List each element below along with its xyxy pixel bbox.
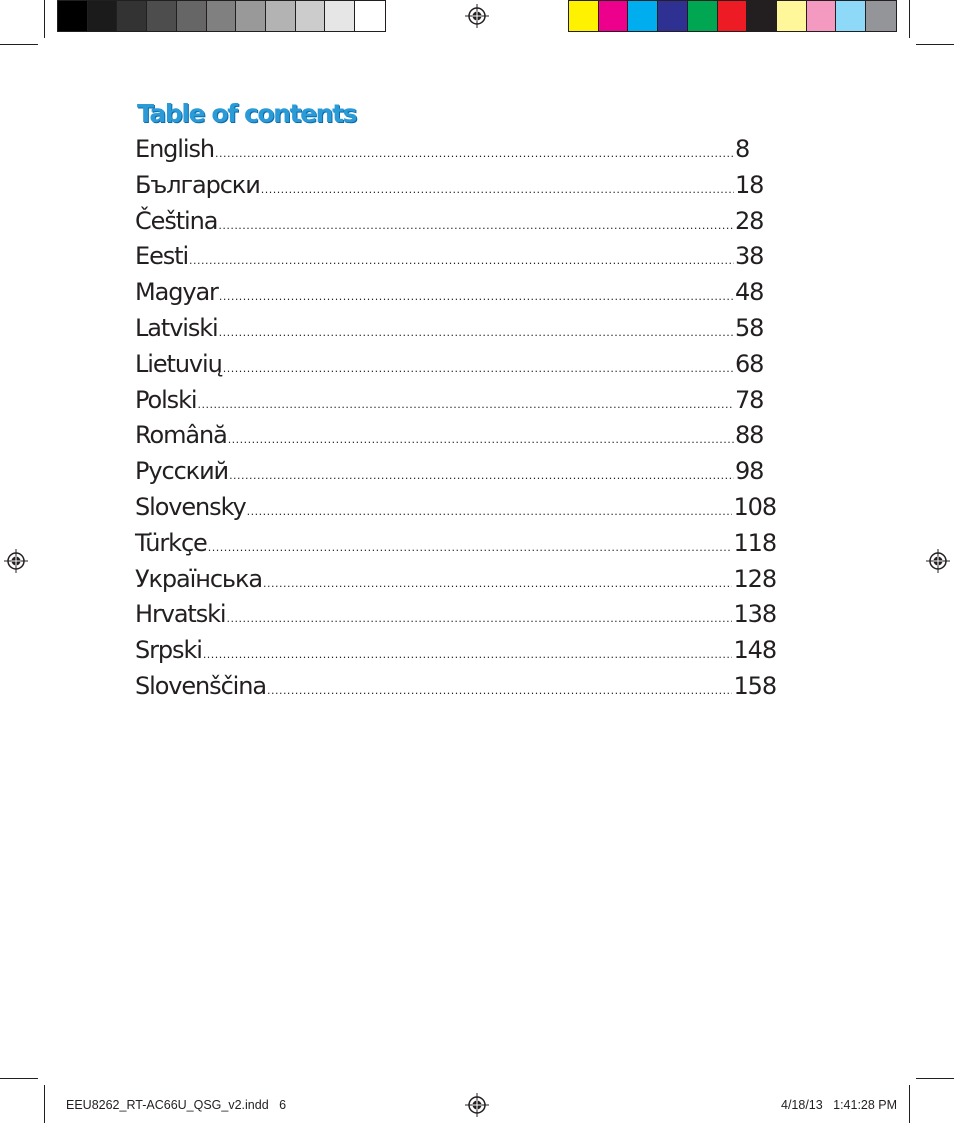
toc-entry-language: Українська — [135, 564, 262, 593]
toc-entry-language: Magyar — [135, 278, 218, 307]
toc-entry-language: Български — [135, 170, 260, 199]
toc-entry-language: English — [135, 135, 214, 163]
crop-mark-top-left-vertical — [44, 0, 45, 38]
color-swatch — [599, 1, 629, 31]
toc-entry-language: Slovenščina — [135, 671, 266, 700]
toc-entry[interactable] — [135, 171, 776, 207]
toc-entry-leader — [223, 362, 734, 375]
toc-entry[interactable] — [135, 242, 776, 278]
toc-entry[interactable] — [135, 672, 776, 708]
color-swatch — [147, 1, 177, 31]
slug-timestamp: 4/18/13 1:41:28 PM — [781, 1098, 898, 1112]
color-swatch — [117, 1, 147, 31]
toc-entry-language: Română — [135, 421, 227, 450]
toc-entry-leader — [263, 577, 733, 590]
toc-entry[interactable] — [135, 135, 776, 171]
toc-entry-leader — [203, 648, 733, 661]
toc-entry-leader — [247, 505, 733, 518]
color-swatch — [177, 1, 207, 31]
color-swatch — [325, 1, 355, 31]
toc-entry-leader — [208, 541, 733, 554]
crop-mark-bottom-left-horizontal — [0, 1078, 38, 1079]
toc-entry[interactable] — [135, 421, 776, 457]
toc-entry-language: Eesti — [135, 242, 189, 271]
crop-mark-bottom-right-horizontal — [916, 1078, 954, 1079]
toc-entry-page: 48 — [735, 278, 764, 307]
toc-entry-language: Polski — [135, 385, 197, 414]
color-swatch — [628, 1, 658, 31]
toc-entry-page: 58 — [735, 313, 764, 342]
toc-entry-page: 108 — [733, 492, 776, 521]
grayscale-color-bar — [57, 0, 386, 32]
toc-entry-leader — [228, 433, 734, 446]
color-swatch — [88, 1, 118, 31]
toc-entry-page: 28 — [735, 206, 764, 235]
toc-entry-language: Русский — [135, 457, 229, 486]
toc-entry-language: Hrvatski — [135, 600, 226, 629]
toc-entry-leader — [197, 398, 734, 411]
color-swatch — [58, 1, 88, 31]
color-swatch — [807, 1, 837, 31]
toc-title: Table of contents — [137, 99, 357, 128]
color-swatch — [355, 1, 385, 31]
toc-entry-page: 8 — [735, 135, 750, 163]
registration-mark-icon — [4, 549, 28, 573]
color-swatch — [296, 1, 326, 31]
toc-entry-language: Lietuvių — [135, 349, 222, 378]
toc-entry[interactable] — [135, 529, 776, 565]
toc-entry-leader — [189, 254, 734, 267]
toc-entry-language: Slovensky — [135, 492, 246, 521]
toc-entry-language: Türkçe — [135, 528, 207, 557]
color-swatch — [688, 1, 718, 31]
slug-file-info: EEU8262_RT-AC66U_QSG_v2.indd 6 — [66, 1098, 287, 1112]
toc-entry-page: 148 — [733, 636, 776, 665]
toc-entry[interactable] — [135, 600, 776, 636]
toc-entry[interactable] — [135, 457, 776, 493]
color-swatch — [658, 1, 688, 31]
toc-entry[interactable] — [135, 493, 776, 529]
toc-entry-page: 118 — [733, 528, 776, 557]
toc-entry-leader — [227, 612, 733, 625]
color-swatch — [718, 1, 748, 31]
color-swatch — [836, 1, 866, 31]
color-swatch — [866, 1, 896, 31]
toc-entry-language: Latviski — [135, 313, 218, 342]
registration-mark-icon — [465, 1093, 489, 1117]
process-color-bar — [568, 0, 897, 32]
toc-entry-page: 68 — [735, 349, 764, 378]
toc-list — [135, 135, 776, 708]
toc-entry-leader — [229, 469, 734, 482]
toc-entry-leader — [219, 290, 734, 303]
crop-mark-bottom-left-vertical — [44, 1085, 45, 1123]
toc-entry-page: 98 — [735, 457, 764, 486]
toc-entry[interactable] — [135, 314, 776, 350]
toc-entry[interactable] — [135, 386, 776, 422]
toc-entry-page: 18 — [735, 170, 764, 199]
toc-entry-leader — [267, 684, 733, 697]
color-swatch — [207, 1, 237, 31]
toc-entry[interactable] — [135, 207, 776, 243]
color-swatch — [747, 1, 777, 31]
color-swatch — [569, 1, 599, 31]
toc-entry[interactable] — [135, 350, 776, 386]
toc-entry-leader — [215, 147, 734, 160]
toc-entry-page: 88 — [735, 421, 764, 450]
toc-entry-page: 128 — [733, 564, 776, 593]
toc-entry-page: 138 — [733, 600, 776, 629]
crop-mark-top-right-horizontal — [916, 44, 954, 45]
toc-entry-leader — [219, 326, 734, 339]
toc-entry-leader — [218, 219, 734, 232]
crop-mark-top-left-horizontal — [0, 44, 38, 45]
toc-entry[interactable] — [135, 565, 776, 601]
toc-entry-language: Srpski — [135, 636, 202, 665]
toc-entry[interactable] — [135, 278, 776, 314]
color-swatch — [266, 1, 296, 31]
toc-entry-page: 78 — [735, 385, 764, 414]
crop-mark-bottom-right-vertical — [909, 1085, 910, 1123]
toc-entry-language: Čeština — [135, 206, 218, 235]
toc-entry-leader — [261, 183, 734, 196]
toc-entry-page: 158 — [733, 671, 776, 700]
toc-entry[interactable] — [135, 636, 776, 672]
color-swatch — [236, 1, 266, 31]
color-swatch — [777, 1, 807, 31]
crop-mark-top-right-vertical — [909, 0, 910, 38]
registration-mark-icon — [926, 549, 950, 573]
registration-mark-icon — [465, 4, 489, 28]
toc-entry-page: 38 — [735, 242, 764, 271]
